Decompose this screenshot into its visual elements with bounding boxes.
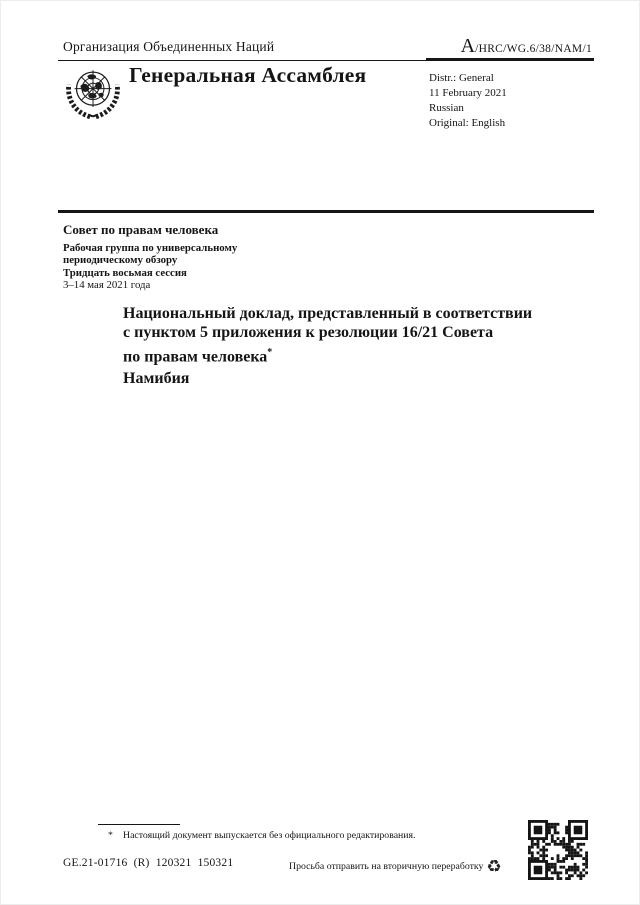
date-line: 11 February 2021 [429, 87, 507, 99]
recycle-icon: ♻ [486, 857, 502, 876]
title-line-1: Национальный доклад, представленный в соответствии [123, 305, 533, 322]
un-org-name: Организация Объединенных Наций [63, 39, 275, 54]
recycle-note [289, 858, 502, 875]
masthead-rule [58, 58, 594, 61]
footnote-marker: * [108, 830, 113, 841]
recycle-text: Просьба отправить на вторичную переработку [289, 861, 484, 872]
un-emblem-icon [62, 64, 124, 121]
footnote [108, 829, 518, 842]
session-number: Тридцать восьмая сессия [63, 266, 187, 279]
distribution-info [429, 71, 507, 131]
document-symbol-prefix: A [460, 35, 476, 57]
masthead-rule-thick [426, 58, 594, 61]
section-divider-bar [58, 210, 594, 213]
title-line-2: с пунктом 5 приложения к резолюции 16/21 Совета [123, 324, 494, 342]
footnote-text: Настоящий документ выпускается без официального редактирования. [123, 830, 416, 841]
masthead-rule-thin [58, 60, 426, 62]
job-number: GE.21-01716 (R) 120321 150321 [63, 857, 234, 869]
working-group-line1: Рабочая группа по универсальному [63, 242, 238, 254]
document-symbol [461, 35, 592, 58]
language-line: Russian [429, 102, 464, 114]
working-group-line2: периодическому обзору [63, 254, 178, 267]
assembly-title: Генеральная Ассамблея [129, 63, 367, 87]
document-title [123, 304, 553, 367]
session-block [63, 222, 237, 292]
original-language-line: Original: English [429, 117, 506, 129]
title-footnote-marker: * [267, 346, 273, 358]
title-line-3: по правам человека* [123, 346, 273, 366]
distr-line: Distr.: General [429, 72, 494, 84]
session-dates: 3–14 мая 2021 года [63, 279, 151, 292]
country-name: Намибия [123, 370, 190, 387]
council-name: Совет по правам человека [63, 222, 219, 237]
document-symbol-rest: /HRC/WG.6/38/NAM/1 [475, 43, 592, 55]
footnote-rule [98, 824, 180, 825]
qr-code [528, 820, 588, 880]
